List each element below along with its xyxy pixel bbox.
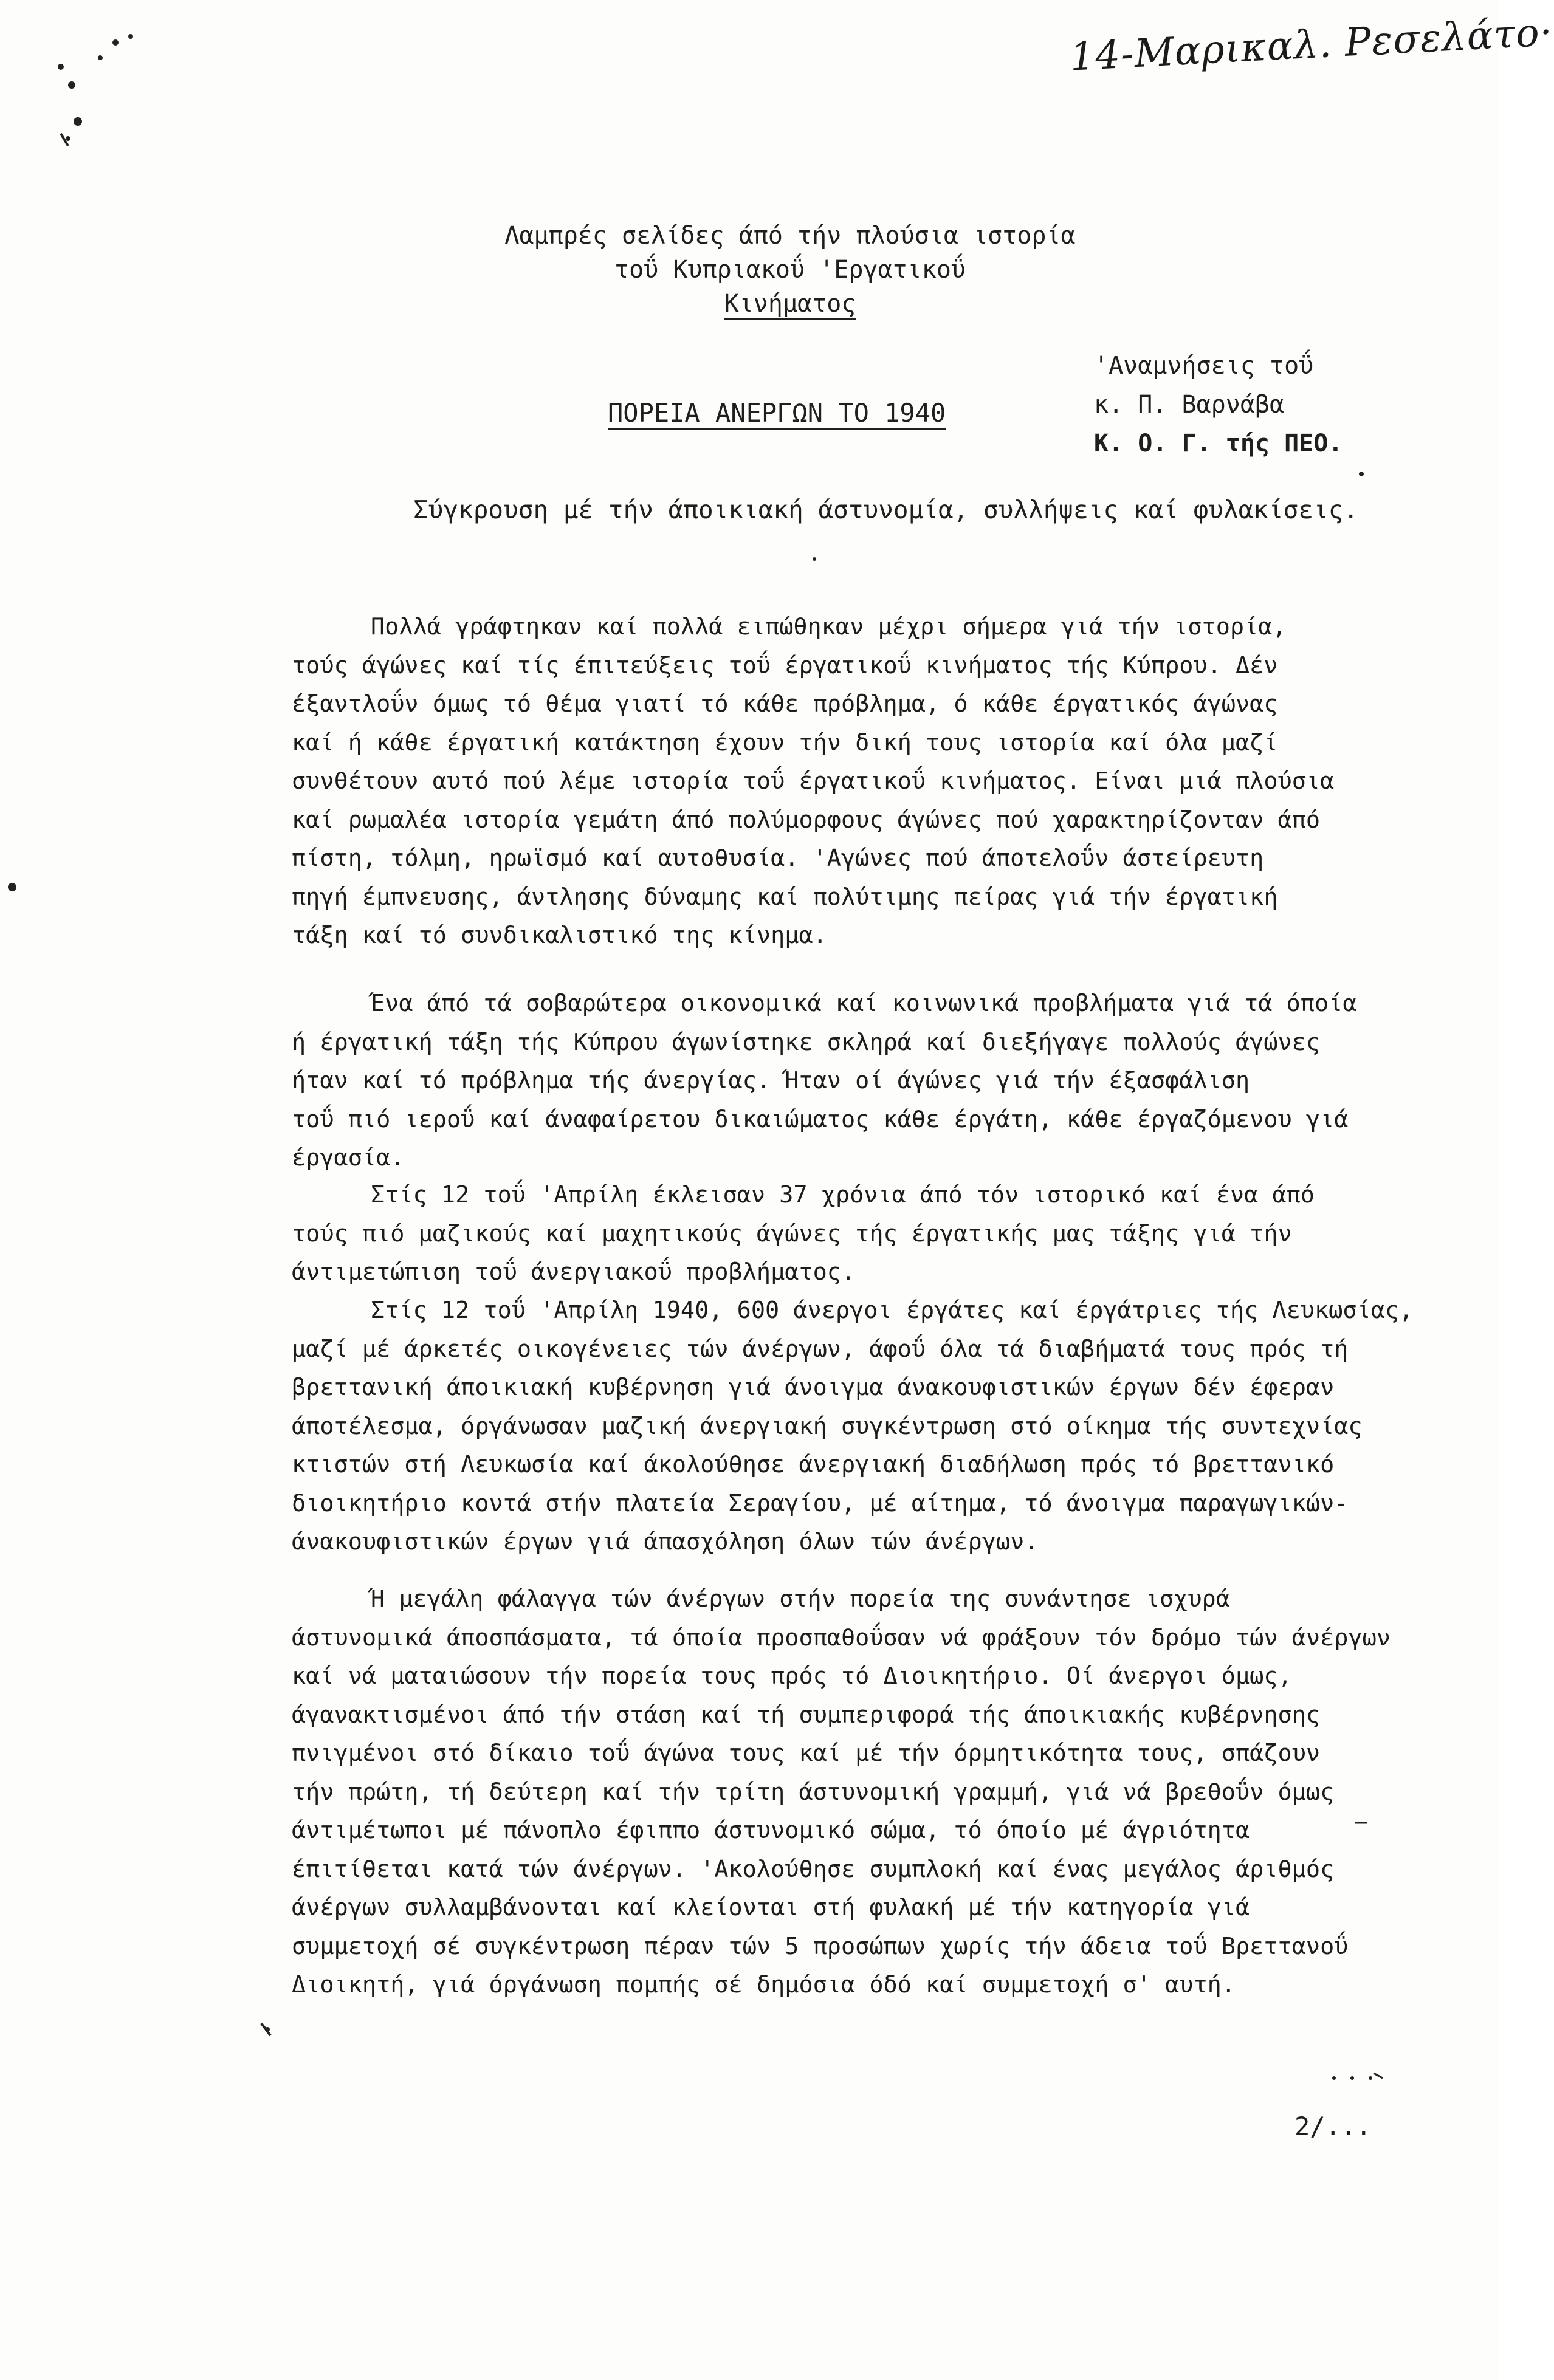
text-line: τήν πρώτη, τή δεύτερη καί τήν τρίτη άστυνομική γραμμή, γιά νά βρεθοΰν όμως [292, 1778, 1335, 1806]
text-line: τοΰ πιό ιεροΰ καί άναφαίρετου δικαιώματος κάθε έργάτη, κάθε έργαζόμενου γιά [292, 1105, 1349, 1133]
text-line: Ή μεγάλη φάλαγγα τών άνέργων στήν πορεία της συνάντησε ισχυρά [371, 1585, 1230, 1613]
text-line: βρεττανική άποικιακή κυβέρνηση γιά άνοιγμα άνακουφιστικών έργων δέν έφεραν [292, 1374, 1335, 1401]
text-line: άνακουφιστικών έργων γιά άπασχόληση όλων τών άνέργων. [292, 1528, 1039, 1555]
text-line: τάξη καί τό συνδικαλιστικό της κίνημα. [292, 922, 827, 949]
text-line: άστυνομικά άποσπάσματα, τά όποία προσπαθοΰσαν νά φράξουν τόν δρόμο τών άνέργων [292, 1624, 1391, 1651]
march-heading: ΠΟΡΕΙΑ ΑΝΕΡΓΩΝ ΤΟ 1940 [608, 398, 946, 428]
title-line-2: τοΰ Κυπριακοΰ 'Εργατικοΰ [614, 256, 966, 284]
text-line: Πολλά γράφτηκαν καί πολλά ειπώθηκαν μέχρι σήμερα γιά τήν ιστορία, [371, 613, 1287, 640]
text-line: τούς πιό μαζικούς καί μαχητικούς άγώνες τής έργατικής μας τάξης γιά τήν [292, 1219, 1292, 1247]
memoir-credit-line-3: Κ. Ο. Γ. τής ΠΕΟ. [1094, 430, 1343, 458]
text-line: τούς άγώνες καί τίς έπιτεύξεις τοΰ έργατικοΰ κινήματος τής Κύπρου. Δέν [292, 651, 1278, 679]
text-line: έπιτίθεται κατά τών άνέργων. 'Ακολούθησε συμπλοκή καί ένας μεγάλος άριθμός [292, 1855, 1335, 1883]
title-line-1: Λαμπρές σελίδες άπό τήν πλούσια ιστορία [504, 222, 1076, 250]
title-line-3: Κινήματος [724, 290, 856, 318]
document-title [486, 219, 1094, 321]
paragraph-1 [292, 608, 1477, 955]
text-line: πίστη, τόλμη, ηρωϊσμό καί αυτοθυσία. 'Αγώνες πού άποτελοΰν άστείρευτη [292, 845, 1264, 872]
memoir-credit-line-1: 'Αναμνήσεις τοΰ [1094, 352, 1314, 380]
paragraph-3 [292, 1176, 1477, 1292]
text-line: κτιστών στή Λευκωσία καί άκολούθησε άνεργιακή διαδήλωση πρός τό βρεττανικό [292, 1451, 1335, 1478]
text-line: έξαντλοΰν όμως τό θέμα γιατί τό κάθε πρόβλημα, ό κάθε έργατικός άγώνας [292, 690, 1278, 718]
text-line: Διοικητή, γιά όργάνωση πομπής σέ δημόσια όδό καί συμμετοχή σ' αυτή. [292, 1971, 1236, 1998]
handwritten-archive-note: 14-Μαρικαλ. Ρεσελάτο· [1068, 10, 1554, 80]
text-line: ήταν καί τό πρόβλημα τής άνεργίας. Ήταν οί άγώνες γιά τήν έξασφάλιση [292, 1067, 1250, 1094]
text-line: συμμετοχή σέ συγκέντρωση πέραν τών 5 προσώπων χωρίς τήν άδεια τοΰ Βρεττανοΰ [292, 1932, 1349, 1960]
text-line: Στίς 12 τοΰ 'Απρίλη 1940, 600 άνεργοι έργάτες καί έργάτριες τής Λευκωσίας, [371, 1297, 1414, 1324]
text-line: καί νά ματαιώσουν τήν πορεία τους πρός τό Διοικητήριο. Οί άνεργοι όμως, [292, 1662, 1292, 1690]
memoir-credit-line-2: κ. Π. Βαρνάβα [1094, 391, 1285, 419]
text-line: καί ρωμαλέα ιστορία γεμάτη άπό πολύμορφους άγώνες πού χαρακτηρίζονταν άπό [292, 806, 1321, 834]
text-line: έργασία. [292, 1144, 405, 1171]
text-line: άποτέλεσμα, όργάνωσαν μαζική άνεργιακή συγκέντρωση στό οίκημα τής συντεχνίας [292, 1412, 1363, 1440]
text-line: μαζί μέ άρκετές οικογένειες τών άνέργων, άφοΰ όλα τά διαβήματά τους πρός τή [292, 1335, 1349, 1363]
text-line: Ένα άπό τά σοβαρώτερα οικονομικά καί κοινωνικά προβλήματα γιά τά όποία [371, 990, 1357, 1017]
text-line: άνέργων συλλαμβάνονται καί κλείονται στή φυλακή μέ τήν κατηγορία γιά [292, 1894, 1250, 1921]
text-line: καί ή κάθε έργατική κατάκτηση έχουν τήν δική τους ιστορία καί όλα μαζί [292, 729, 1278, 756]
subtitle: Σύγκρουση μέ τήν άποικιακή άστυνομία, συλλήψεις καί φυλακίσεις. [413, 495, 1359, 524]
paragraph-2 [292, 984, 1477, 1178]
text-line: πνιγμένοι στό δίκαιο τοΰ άγώνα τους καί μέ τήν όρμητικότητα τους, σπάζουν [292, 1740, 1321, 1767]
text-line: πηγή έμπνευσης, άντλησης δύναμης καί πολύτιμης πείρας γιά τήν έργατική [292, 883, 1278, 911]
page-number: 2/... [1294, 2111, 1372, 2141]
text-line: Στίς 12 τοΰ 'Απρίλη έκλεισαν 37 χρόνια άπό τόν ιστορικό καί ένα άπό [371, 1181, 1315, 1209]
paragraph-5 [292, 1580, 1477, 2004]
text-line: άντιμέτωποι μέ πάνοπλο έφιππο άστυνομικό σώμα, τό όποίο μέ άγριότητα [292, 1817, 1250, 1844]
memoir-credit [1094, 346, 1459, 463]
text-line: άντιμετώπιση τοΰ άνεργιακοΰ προβλήματος. [292, 1258, 856, 1286]
paragraph-4 [292, 1291, 1477, 1562]
text-line: ή έργατική τάξη τής Κύπρου άγωνίστηκε σκληρά καί διεξήγαγε πολλούς άγώνες [292, 1028, 1321, 1056]
text-line: συνθέτουν αυτό πού λέμε ιστορία τοΰ έργατικοΰ κινήματος. Είναι μιά πλούσια [292, 767, 1335, 795]
text-line: διοικητήριο κοντά στήν πλατεία Σεραγίου, μέ αίτημα, τό άνοιγμα παραγωγικών- [292, 1489, 1349, 1517]
text-line: άγανακτισμένοι άπό τήν στάση καί τή συμπεριφορά τής άποικιακής κυβέρνησης [292, 1701, 1321, 1729]
